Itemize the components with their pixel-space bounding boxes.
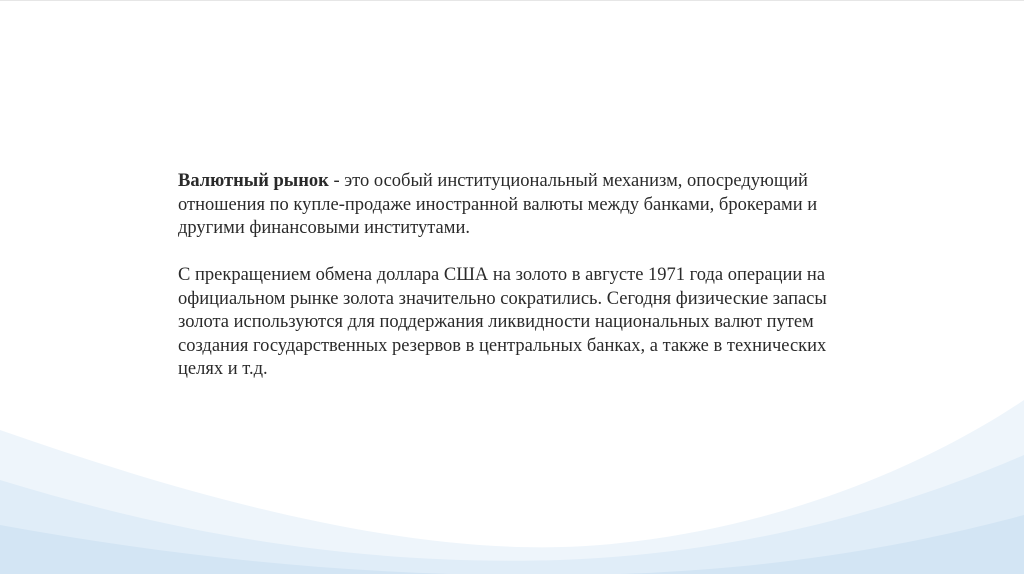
- definition-paragraph: [178, 170, 858, 241]
- definition-text: - это особый институциональный механизм, опосредующий отношения по купле-продаже иностранной валюты между банками, брокерами и другими финансовыми институтами.: [178, 171, 818, 238]
- content-text: [178, 170, 858, 382]
- gold-market-paragraph: С прекращением обмена доллара США на золото в августе 1971 года операции на официальном рынке золота значительно сократились. Сегодня физические запасы золота используются для поддержания ликвидности национальных валют путем создания государственных резервов в центральных банках, а также в технических целях и т.д.: [178, 265, 827, 379]
- term-heading: Валютный рынок: [178, 171, 329, 191]
